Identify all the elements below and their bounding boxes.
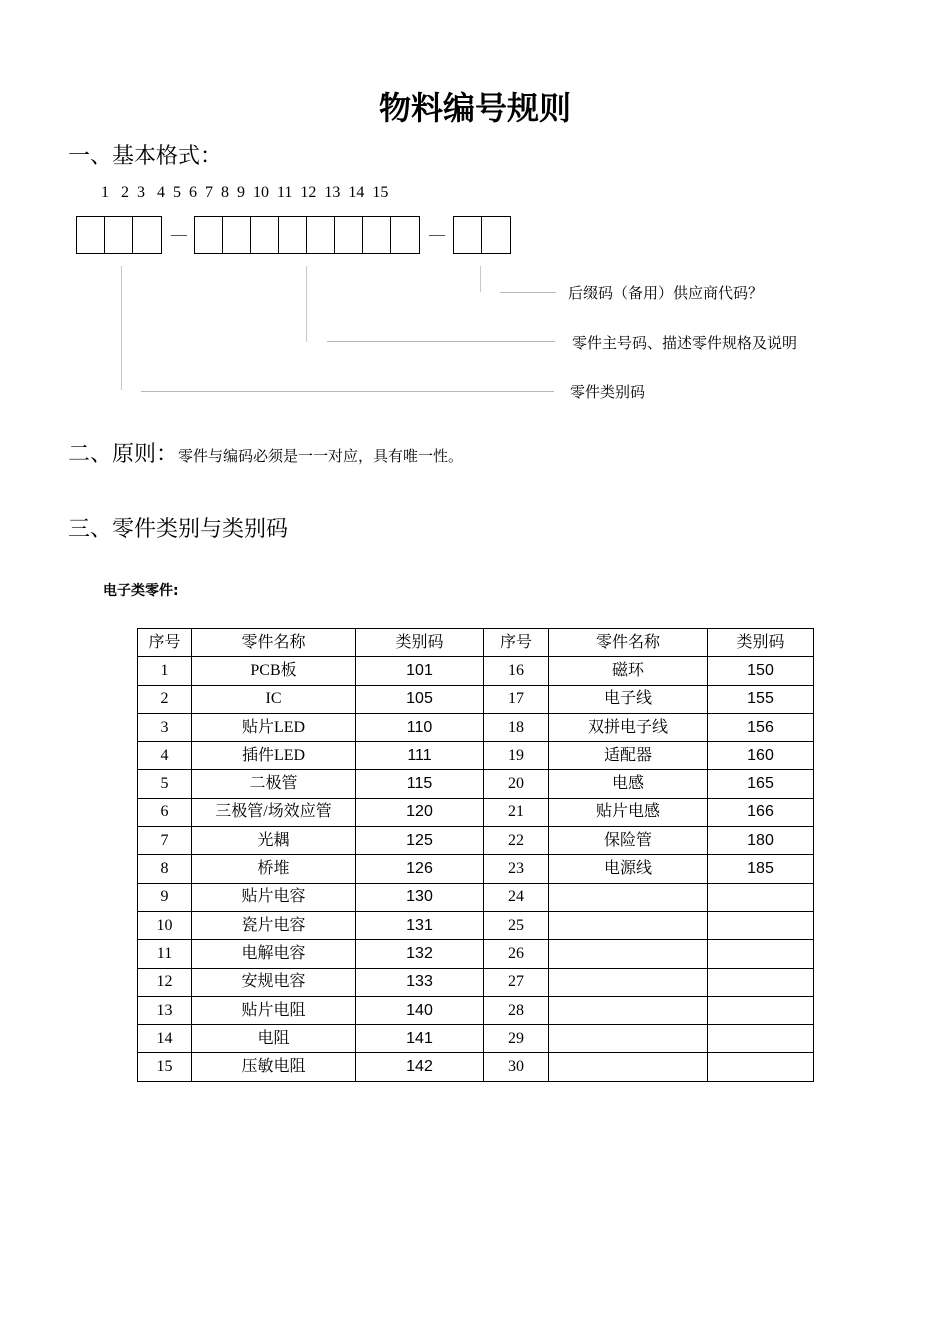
table-cell: 瓷片电容 xyxy=(192,911,356,939)
table-row xyxy=(138,657,814,685)
table-cell: 6 xyxy=(138,798,192,826)
table-cell: 166 xyxy=(708,798,814,826)
table-cell: 156 xyxy=(708,713,814,741)
header-cell: 序号 xyxy=(484,629,549,657)
table-cell: PCB板 xyxy=(192,657,356,685)
table-cell: 23 xyxy=(484,855,549,883)
table-cell: 110 xyxy=(356,713,484,741)
main-code-boxes xyxy=(194,216,420,254)
table-cell: 29 xyxy=(484,1025,549,1053)
table-cell: 25 xyxy=(484,911,549,939)
table-cell: 22 xyxy=(484,827,549,855)
table-cell: 125 xyxy=(356,827,484,855)
table-cell: 11 xyxy=(138,940,192,968)
table-cell xyxy=(549,996,708,1024)
table-cell: 9 xyxy=(138,883,192,911)
table-cell: 3 xyxy=(138,713,192,741)
table-cell: 18 xyxy=(484,713,549,741)
principle-text: 零件与编码必须是一一对应，具有唯一性。 xyxy=(178,447,464,465)
header-cell: 类别码 xyxy=(708,629,814,657)
table-cell: 电源线 xyxy=(549,855,708,883)
table-cell xyxy=(708,996,814,1024)
separator-dash xyxy=(171,235,187,236)
table-cell: 131 xyxy=(356,911,484,939)
table-header-row xyxy=(138,629,814,657)
table-row xyxy=(138,968,814,996)
table-cell: 130 xyxy=(356,883,484,911)
table-cell: 120 xyxy=(356,798,484,826)
table-row xyxy=(138,713,814,741)
table-cell: 插件LED xyxy=(192,742,356,770)
table-row xyxy=(138,883,814,911)
table-cell: 20 xyxy=(484,770,549,798)
table-cell xyxy=(549,940,708,968)
position-numbers: 1 2 3 4 5 6 7 8 9 10 11 12 13 14 15 xyxy=(101,184,389,201)
table-cell: 105 xyxy=(356,685,484,713)
suffix-leader-horizontal xyxy=(500,292,556,293)
table-cell: 压敏电阻 xyxy=(192,1053,356,1081)
table-cell: 126 xyxy=(356,855,484,883)
table-cell: 101 xyxy=(356,657,484,685)
table-cell: 30 xyxy=(484,1053,549,1081)
table-cell xyxy=(708,911,814,939)
table-cell: 16 xyxy=(484,657,549,685)
header-cell: 序号 xyxy=(138,629,192,657)
table-cell: 适配器 xyxy=(549,742,708,770)
table-cell xyxy=(549,1025,708,1053)
section-2-heading: 二、原则： xyxy=(68,442,179,467)
table-cell: 141 xyxy=(356,1025,484,1053)
table-row xyxy=(138,940,814,968)
table-cell: 4 xyxy=(138,742,192,770)
table-cell xyxy=(708,968,814,996)
table-cell: 5 xyxy=(138,770,192,798)
section-3-heading: 三、零件类别与类别码 xyxy=(68,517,289,542)
table-cell: 电阻 xyxy=(192,1025,356,1053)
category-leader-horizontal xyxy=(141,391,554,392)
electronic-parts-subheading: 电子类零件: xyxy=(103,583,179,599)
table-cell: 电子线 xyxy=(549,685,708,713)
main-leader-vertical xyxy=(306,266,307,342)
table-cell: 15 xyxy=(138,1053,192,1081)
main-leader-horizontal xyxy=(327,341,555,342)
table-row xyxy=(138,827,814,855)
table-cell: 165 xyxy=(708,770,814,798)
table-cell: 28 xyxy=(484,996,549,1024)
table-cell: 7 xyxy=(138,827,192,855)
table-cell: 111 xyxy=(356,742,484,770)
table-cell: 12 xyxy=(138,968,192,996)
header-cell: 零件名称 xyxy=(192,629,356,657)
table-cell: 13 xyxy=(138,996,192,1024)
table-cell xyxy=(549,1053,708,1081)
table-cell: 160 xyxy=(708,742,814,770)
table-cell: 24 xyxy=(484,883,549,911)
table-cell: 8 xyxy=(138,855,192,883)
table-cell: 2 xyxy=(138,685,192,713)
table-cell: 安规电容 xyxy=(192,968,356,996)
category-leader-vertical xyxy=(121,266,122,390)
table-cell: 桥堆 xyxy=(192,855,356,883)
table-cell: 150 xyxy=(708,657,814,685)
table-cell: 贴片电阻 xyxy=(192,996,356,1024)
category-table xyxy=(137,628,814,1082)
table-cell xyxy=(549,968,708,996)
category-table-body xyxy=(138,629,814,1082)
table-cell xyxy=(549,911,708,939)
table-cell: 17 xyxy=(484,685,549,713)
table-cell: 10 xyxy=(138,911,192,939)
table-cell: 142 xyxy=(356,1053,484,1081)
table-cell: 19 xyxy=(484,742,549,770)
table-cell: 双拼电子线 xyxy=(549,713,708,741)
table-cell: 155 xyxy=(708,685,814,713)
table-cell: 27 xyxy=(484,968,549,996)
table-row xyxy=(138,742,814,770)
table-cell xyxy=(708,883,814,911)
table-cell: 115 xyxy=(356,770,484,798)
table-cell: 180 xyxy=(708,827,814,855)
table-row xyxy=(138,855,814,883)
separator-dash xyxy=(429,235,445,236)
table-cell: 132 xyxy=(356,940,484,968)
table-row xyxy=(138,1053,814,1081)
table-cell: 140 xyxy=(356,996,484,1024)
table-cell: 133 xyxy=(356,968,484,996)
table-cell xyxy=(549,883,708,911)
table-cell: 26 xyxy=(484,940,549,968)
table-cell: 三极管/场效应管 xyxy=(192,798,356,826)
table-cell xyxy=(708,940,814,968)
table-cell: IC xyxy=(192,685,356,713)
table-cell: 贴片电感 xyxy=(549,798,708,826)
table-cell: 磁环 xyxy=(549,657,708,685)
suffix-code-label: 后缀码（备用）供应商代码？ xyxy=(568,284,764,302)
table-row xyxy=(138,685,814,713)
table-cell: 电解电容 xyxy=(192,940,356,968)
table-cell: 二极管 xyxy=(192,770,356,798)
header-cell: 零件名称 xyxy=(549,629,708,657)
table-cell xyxy=(708,1053,814,1081)
table-cell: 21 xyxy=(484,798,549,826)
table-cell: 光耦 xyxy=(192,827,356,855)
main-code-label: 零件主号码、描述零件规格及说明 xyxy=(572,334,798,352)
category-code-boxes xyxy=(76,216,162,254)
table-cell: 电感 xyxy=(549,770,708,798)
category-code-label: 零件类别码 xyxy=(570,383,646,401)
section-2 xyxy=(68,440,463,470)
suffix-leader-vertical xyxy=(480,266,481,292)
table-cell xyxy=(708,1025,814,1053)
table-cell: 保险管 xyxy=(549,827,708,855)
table-row xyxy=(138,911,814,939)
table-row xyxy=(138,996,814,1024)
page-title: 物料编号规则 xyxy=(378,89,571,127)
table-row xyxy=(138,1025,814,1053)
table-cell: 1 xyxy=(138,657,192,685)
table-cell: 贴片LED xyxy=(192,713,356,741)
section-1-heading: 一、基本格式： xyxy=(68,144,223,169)
suffix-code-boxes xyxy=(453,216,511,254)
table-cell: 贴片电容 xyxy=(192,883,356,911)
table-cell: 14 xyxy=(138,1025,192,1053)
table-row xyxy=(138,798,814,826)
header-cell: 类别码 xyxy=(356,629,484,657)
table-cell: 185 xyxy=(708,855,814,883)
table-row xyxy=(138,770,814,798)
